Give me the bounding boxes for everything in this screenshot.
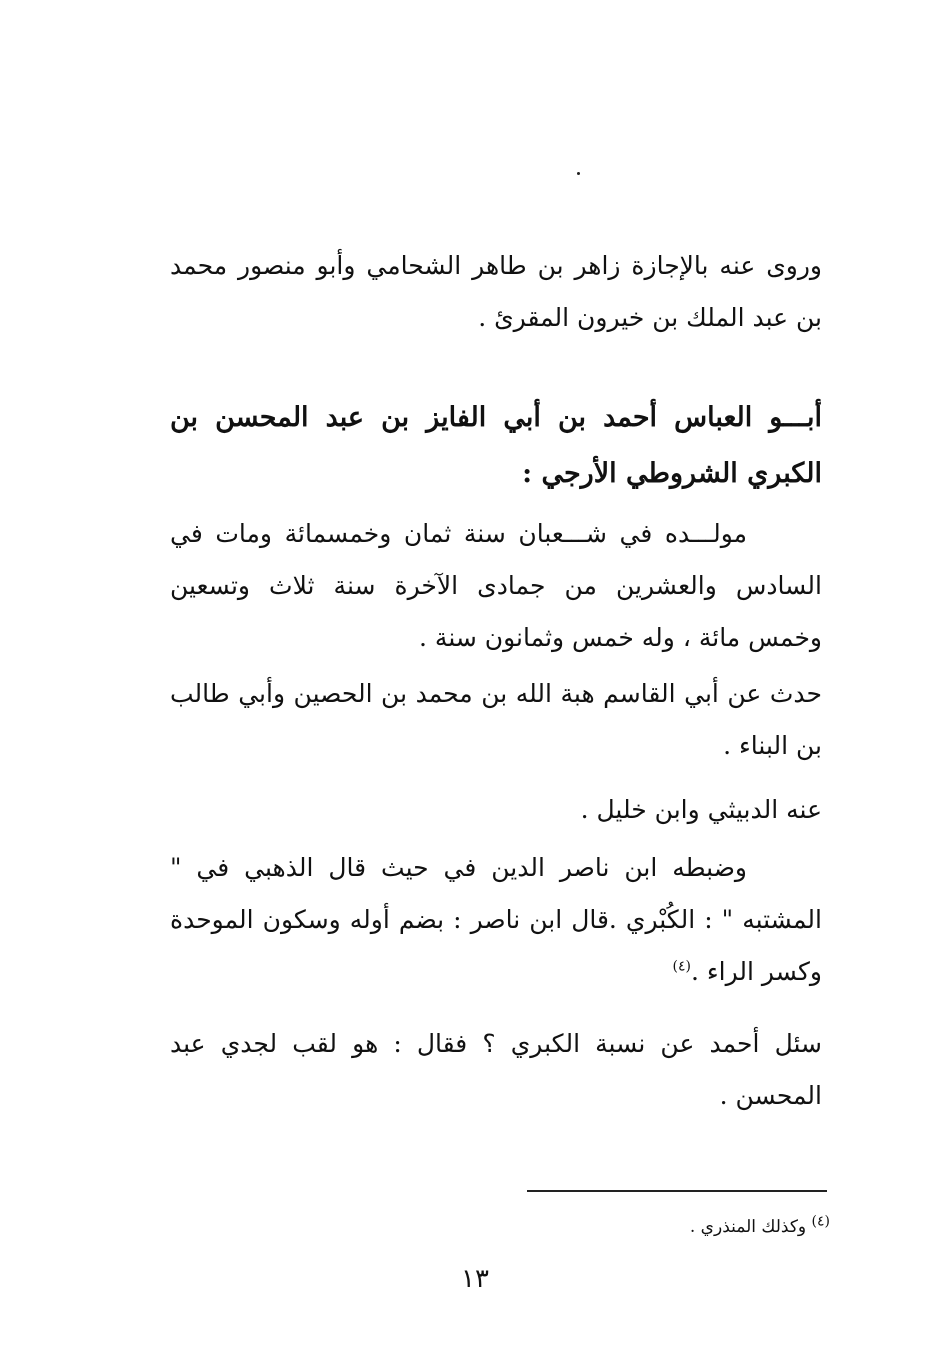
paragraph-students-text: عنه الدبيثي وابن خليل . xyxy=(580,795,822,824)
footnote-marker: (٤) xyxy=(811,1213,830,1230)
footnote xyxy=(500,1214,830,1240)
paragraph-narrators-text: وروى عنه بالإجازة زاهر بن طاهر الشحامي وأبو منصور محمد بن عبد الملك بن خيرون المقرئ . xyxy=(170,251,822,332)
paragraph-teachers-text: حدث عن أبي القاسم هبة الله بن محمد بن الحصين وأبي طالب بن البناء . xyxy=(170,679,822,760)
paragraph-birth-death xyxy=(170,508,822,664)
paragraph-narrators xyxy=(170,240,822,344)
paragraph-teachers xyxy=(170,668,822,772)
footnote-reference[interactable]: (٤) xyxy=(672,958,692,975)
paragraph-vocalization xyxy=(170,842,822,998)
biography-heading xyxy=(170,390,822,502)
paragraph-students xyxy=(170,784,822,836)
footnote-separator xyxy=(527,1190,827,1192)
paragraph-nisba-question-text: سئل أحمد عن نسبة الكبري ؟ فقال : هو لقب لجدي عبد المحسن . xyxy=(170,1029,822,1110)
paragraph-birth-death-text: مولـــده في شـــعبان سنة ثمان وخمسمائة ومات في السادس والعشرين من جمادى الآخرة سنة ثلاث وتسعين وخمس مائة ، وله خمس وثمانون سنة . xyxy=(170,519,822,652)
paragraph-vocalization-text: وضبطه ابن ناصر الدين في حيث قال الذهبي في " المشتبه " : الكُبْري .قال ابن ناصر : بضم أوله وسكون الموحدة وكسر الراء . xyxy=(170,853,822,986)
stray-dot xyxy=(577,172,580,175)
footnote-text: وكذلك المنذري . xyxy=(689,1217,807,1237)
biography-heading-text: أبـــو العباس أحمد بن أبي الفايز بن عبد المحسن بن الكبري الشروطي الأرجي : xyxy=(170,402,822,489)
page-number: ١٣ xyxy=(461,1264,489,1294)
paragraph-nisba-question xyxy=(170,1018,822,1122)
